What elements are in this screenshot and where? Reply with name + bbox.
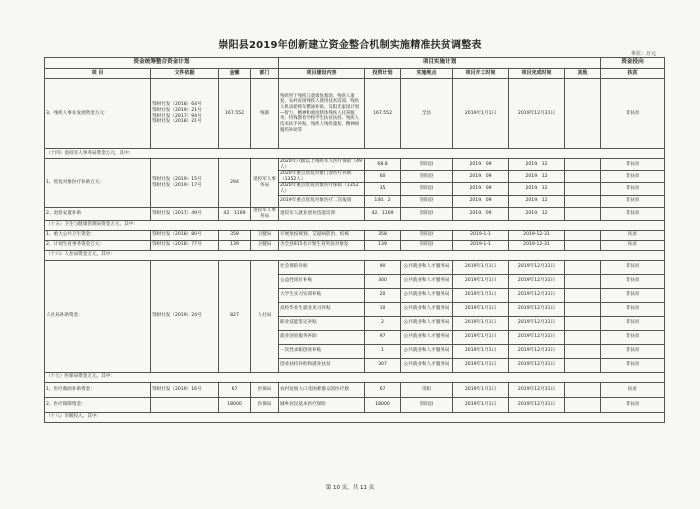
header-group-implementation: 项目实施计划 [279, 58, 601, 69]
cell-investment: 68.8 [365, 159, 401, 171]
cell-place: 崇阳县 [401, 230, 453, 240]
section-heading: （十五）卫生与健康管理局资金万元，其中： [45, 220, 665, 230]
cell-dept: 退役军人事务局 [251, 207, 279, 220]
col-header-dept: 部门 [251, 69, 279, 79]
cell-poverty: 非扶贫 [601, 207, 665, 220]
cell-other [565, 397, 601, 412]
cell-other [565, 240, 601, 250]
cell-content: 职业技能鉴定补贴 [279, 316, 365, 330]
cell-other [565, 260, 601, 274]
cell-place: 崇阳县 [401, 195, 453, 207]
cell-doc: 鄂财社发（2019）16号 [151, 382, 219, 397]
section-heading: （十八）市级投入，其中： [45, 412, 665, 422]
cell-start: 2019年1月1日 [453, 274, 509, 288]
cell-doc: 鄂财社发（2019）15号 鄂财社发（2019）17号 [151, 159, 219, 208]
col-header-start: 项目开工时间 [453, 69, 509, 79]
cell-content: 2020年重点优抚对象医疗保险（1352人） [279, 183, 365, 195]
cell-investment: 1 [365, 344, 401, 358]
cell-place: 崇阳县 [401, 240, 453, 250]
cell-poverty: 非扶贫 [601, 302, 665, 316]
cell-content: 为全县915名计划生育奖扶对象发 [279, 240, 365, 250]
cell-place: 全县 [401, 79, 453, 149]
cell-end: 2019年12月31日 [509, 316, 565, 330]
cell-content: 退役军人就业创业技能培训 [279, 207, 365, 220]
cell-doc: 鄂财社发（2018）77号 [151, 240, 219, 250]
cell-other [565, 195, 601, 207]
cell-dept: 卫健局 [251, 230, 279, 240]
cell-end: 2019年12月31日 [509, 397, 565, 412]
cell-doc: 鄂财社发（2017）49号 [151, 207, 219, 220]
page-title: 崇阳县2019年创新建立资金整合机制实施精准扶贫调整表 [218, 40, 482, 51]
header-group-funds: 资金统筹整合资金计划 [45, 58, 279, 69]
page-number: 第 10 页，共 11 页 [325, 485, 375, 491]
cell-end: 2019年12月31日 [509, 344, 565, 358]
cell-investment: 140．2 [365, 195, 401, 207]
cell-start: 2019年1月1日 [453, 358, 509, 372]
cell-content: 残疾用于残疾儿童康复救助、残疾人康复、农村贫困残疾人使用技术培训、残疾人机动轮椅车燃油补贴、及阳光家园计划—智力、精神和重度肢体残疾人托养服务、特残教育学校学生扶贫扶持、残疾人技术扶手补贴、残疾人残疾康复、精神病服药补助等 [279, 79, 365, 149]
cell-content: 公益性岗位补贴 [279, 274, 365, 288]
cell-other [565, 183, 601, 195]
cell-poverty: 非扶贫 [601, 358, 665, 372]
cell-end: 2019年12月31日 [509, 79, 565, 149]
cell-investment: 20 [365, 288, 401, 302]
cell-poverty: 扶贫 [601, 240, 665, 250]
cell-amount: 294 [219, 159, 251, 208]
cell-poverty: 非扶贫 [601, 288, 665, 302]
cell-poverty: 扶贫 [601, 230, 665, 240]
col-header-place: 实施地点 [401, 69, 453, 79]
table-row [45, 240, 665, 250]
cell-start: 2019年1月1日 [453, 397, 509, 412]
cell-amount: 18000 [219, 397, 251, 412]
cell-end: 2019年12月31日 [509, 260, 565, 274]
cell-other [565, 316, 601, 330]
cell-investment: 307 [365, 358, 401, 372]
section-row [45, 220, 665, 230]
cell-start: 2019年1月1日 [453, 344, 509, 358]
cell-start: 2019年1月1日 [453, 316, 509, 330]
cell-poverty: 非扶贫 [601, 79, 665, 149]
col-header-investment: 投资计划 [365, 69, 401, 79]
cell-poverty: 非扶贫 [601, 183, 665, 195]
cell-poverty: 非扶贫 [601, 397, 665, 412]
section-row [45, 412, 665, 422]
cell-doc [151, 397, 219, 412]
cell-content: 2019年重点优抚对象医疗二次报销 [279, 195, 365, 207]
cell-poverty: 非扶贫 [601, 159, 665, 171]
cell-poverty: 非扶贫 [601, 344, 665, 358]
cell-project: 1、医疗救助补助资金： [45, 382, 151, 397]
cell-end: 2019-12-31 [509, 230, 565, 240]
cell-poverty: 非扶贫 [601, 171, 665, 183]
cell-project: 2、退役安置补助 [45, 207, 151, 220]
section-heading: （十六）人社局资金万元，其中： [45, 250, 665, 260]
cell-project: 1、重大公共卫生资金： [45, 230, 151, 240]
cell-start: 2019．09 [453, 171, 509, 183]
cell-other [565, 79, 601, 149]
cell-place: 崇阳县 [401, 171, 453, 183]
unit-label: 单位：万元 [630, 51, 656, 57]
cell-other [565, 302, 601, 316]
cell-place: 公共就业和人才服务局 [401, 330, 453, 344]
cell-investment: 60 [365, 171, 401, 183]
cell-dept: 人社局 [251, 260, 279, 372]
cell-content: 创业扶持补助和就业扶贫 [279, 358, 365, 372]
cell-content: 一次性求职创业补贴 [279, 344, 365, 358]
cell-poverty: 非扶贫 [601, 330, 665, 344]
col-header-amount: 金额 [219, 69, 251, 79]
cell-place: 公共就业和人才服务局 [401, 274, 453, 288]
cell-poverty: 非扶贫 [601, 274, 665, 288]
table-row [45, 230, 665, 240]
cell-dept: 退役军人事务局 [251, 159, 279, 208]
cell-investment: 300 [365, 274, 401, 288]
cell-start: 2019-1-1 [453, 240, 509, 250]
cell-dept: 残联 [251, 79, 279, 149]
cell-place: 崇阳县 [401, 159, 453, 171]
cell-end: 2019．12 [509, 159, 565, 171]
cell-start: 2019-1-1 [453, 230, 509, 240]
cell-other [565, 330, 601, 344]
cell-poverty: 扶贫 [601, 382, 665, 397]
cell-other [565, 207, 601, 220]
cell-poverty: 非扶贫 [601, 316, 665, 330]
cell-end: 2019．12 [509, 207, 565, 220]
cell-content: 社会保险补贴 [279, 260, 365, 274]
cell-dept: 医保局 [251, 397, 279, 412]
cell-project: 3、残疾人事业发展资金万元： [45, 79, 151, 149]
header-group-direction: 资金投向 [601, 58, 665, 69]
col-header-content: 项目建设内容 [279, 69, 365, 79]
cell-other [565, 382, 601, 397]
cell-end: 2019年12月31日 [509, 330, 565, 344]
cell-amount: 67 [219, 382, 251, 397]
cell-end: 2019年12月31日 [509, 302, 565, 316]
cell-amount: 42．1169 [219, 207, 251, 220]
cell-other [565, 230, 601, 240]
cell-investment: 18000 [365, 397, 401, 412]
cell-place: 公共就业和人才服务局 [401, 302, 453, 316]
header-row-groups [45, 58, 665, 69]
cell-start: 2019年1月1日 [453, 79, 509, 149]
cell-project: 人社局补助资金： [45, 260, 151, 372]
cell-investment: 90 [365, 260, 401, 274]
cell-investment: 167.552 [365, 79, 401, 149]
cell-content: 农村贫困人口及困难群众的医疗救 [279, 382, 365, 397]
cell-dept: 医保局 [251, 382, 279, 397]
cell-investment: 2 [365, 316, 401, 330]
adjustment-table [44, 57, 665, 423]
cell-other [565, 358, 601, 372]
header-row-columns [45, 69, 665, 79]
table-row [45, 79, 665, 149]
cell-poverty: 非扶贫 [601, 260, 665, 274]
cell-other [565, 159, 601, 171]
cell-place: 公共就业和人才服务局 [401, 260, 453, 274]
cell-amount: 827 [219, 260, 251, 372]
cell-end: 2019．12 [509, 171, 565, 183]
cell-other [565, 171, 601, 183]
cell-project: 2、计划生育事务资金万元： [45, 240, 151, 250]
cell-investment: 10 [365, 302, 401, 316]
cell-start: 2019年1月1日 [453, 330, 509, 344]
cell-content: 开展免疫规划、艾滋病防治、结核 [279, 230, 365, 240]
section-row [45, 372, 665, 382]
cell-place: 崇阳县 [401, 207, 453, 220]
cell-other [565, 274, 601, 288]
cell-content: 高校毕业生就业见习补贴 [279, 302, 365, 316]
cell-place: 崇阳 [401, 382, 453, 397]
cell-place: 公共就业和人才服务局 [401, 358, 453, 372]
cell-poverty: 非扶贫 [601, 195, 665, 207]
cell-place: 公共就业和人才服务局 [401, 288, 453, 302]
cell-content: 就业创业服务补助 [279, 330, 365, 344]
cell-amount: 358 [219, 230, 251, 240]
cell-start: 2019年1月1日 [453, 260, 509, 274]
cell-investment: 97 [365, 330, 401, 344]
cell-start: 2019．09 [453, 159, 509, 171]
cell-doc: 鄂财社发（2018）80号 [151, 230, 219, 240]
cell-project: 1、优抚对象医疗补助万元： [45, 159, 151, 208]
cell-amount: 167.552 [219, 79, 251, 149]
section-row [45, 149, 665, 159]
table-row [45, 207, 665, 220]
cell-content: 2020年六级以上残疾军人医疗保险（49人） [279, 159, 365, 171]
cell-start: 2019年1月1日 [453, 382, 509, 397]
cell-start: 2019年1月1日 [453, 288, 509, 302]
cell-end: 2019年12月31日 [509, 288, 565, 302]
cell-doc: 鄂财社发（2019）24号 [151, 260, 219, 372]
col-header-end: 项目完成时间 [509, 69, 565, 79]
cell-place: 公共就业和人才服务局 [401, 316, 453, 330]
cell-project: 2、医疗保障资金： [45, 397, 151, 412]
col-header-project: 项 目 [45, 69, 151, 79]
cell-dept: 卫健局 [251, 240, 279, 250]
cell-start: 2019．09 [453, 183, 509, 195]
table-row [45, 260, 665, 274]
cell-investment: 42．1169 [365, 207, 401, 220]
cell-investment: 67 [365, 382, 401, 397]
cell-end: 2019．12 [509, 183, 565, 195]
cell-doc: 鄂财社发（2018）64号 鄂财社发（2019）21号 鄂财社发（2017）94号 鄂财社发（2018）21号 [151, 79, 219, 149]
cell-other [565, 288, 601, 302]
table-row [45, 159, 665, 171]
cell-start: 2019．09 [453, 195, 509, 207]
col-header-other: 其他 [565, 69, 601, 79]
cell-place: 崇阳县 [401, 397, 453, 412]
cell-other [565, 344, 601, 358]
cell-content: 城乡居民基本医疗保险 [279, 397, 365, 412]
cell-end: 2019年12月31日 [509, 382, 565, 397]
cell-investment: 35 [365, 183, 401, 195]
cell-end: 2019年12月31日 [509, 358, 565, 372]
section-heading: （十七）医保局资金万元，其中： [45, 372, 665, 382]
cell-start: 2019．09 [453, 207, 509, 220]
cell-end: 2019．12 [509, 195, 565, 207]
cell-start: 2019年1月1日 [453, 302, 509, 316]
section-heading: （十四）退役军人事务局资金万元，其中： [45, 149, 665, 159]
col-header-poverty: 扶贫 [601, 69, 665, 79]
table-row [45, 397, 665, 412]
cell-content: 2020年重点优抚对象门诊医疗补助（1352人） [279, 171, 365, 183]
cell-investment: 358 [365, 230, 401, 240]
cell-end: 2019年12月31日 [509, 274, 565, 288]
cell-amount: 139 [219, 240, 251, 250]
section-row [45, 250, 665, 260]
cell-content: 大学生实习实训补贴 [279, 288, 365, 302]
table-row [45, 382, 665, 397]
col-header-doc: 文件依据 [151, 69, 219, 79]
cell-investment: 139 [365, 240, 401, 250]
cell-place: 崇阳县 [401, 183, 453, 195]
cell-end: 2019-12-31 [509, 240, 565, 250]
cell-place: 公共就业和人才服务局 [401, 344, 453, 358]
